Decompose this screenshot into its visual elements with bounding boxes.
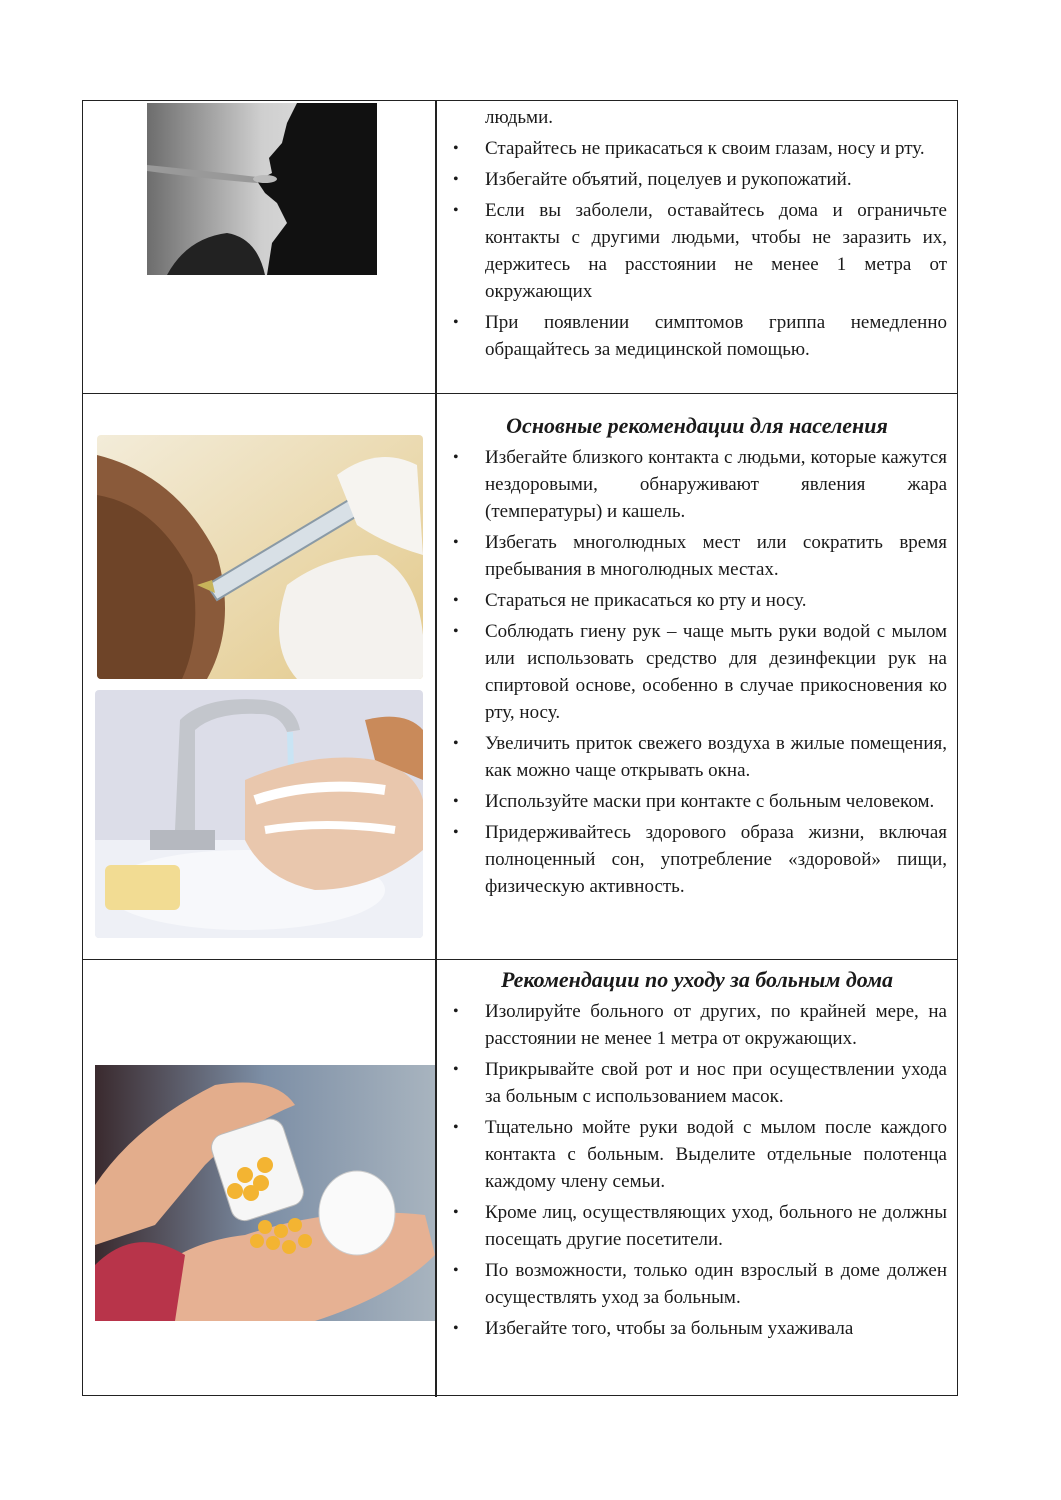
bullet-list	[447, 135, 947, 363]
section-heading: Основные рекомендации для населения	[506, 413, 888, 438]
list-item: • Избегайте объятий, поцелуев и рукопожатий.	[447, 166, 947, 193]
list-item: • Избегайте близкого контакта с людьми, которые кажутся нездоровыми, обнаруживают явления жара (температуры) и кашель.	[447, 444, 947, 525]
bullet-icon: •	[453, 824, 459, 842]
bullet-icon: •	[453, 534, 459, 552]
list-item: • Кроме лиц, осуществляющих уход, больного не должны посещать другие посетители.	[447, 1199, 947, 1253]
image-cell	[83, 960, 435, 1397]
list-item: • Придерживайтесь здорового образа жизни, включая полноценный сон, употребление «здоровой» пищи, физическую активность.	[447, 819, 947, 900]
list-item: • Стараться не прикасаться ко рту и носу.	[447, 587, 947, 614]
list-item: • Прикрывайте свой рот и нос при осуществлении ухода за больным с использованием масок.	[447, 1056, 947, 1110]
bullet-icon: •	[453, 449, 459, 467]
bullet-list	[447, 998, 947, 1342]
bullet-icon: •	[453, 1320, 459, 1338]
bullet-icon: •	[453, 171, 459, 188]
image-cell	[83, 101, 435, 393]
list-item: • Тщательно мойте руки водой с мылом после каждого контакта с больным. Выделите отдельные полотенца каждому члену семьи.	[447, 1114, 947, 1195]
photo-injection	[97, 435, 423, 679]
continued-text: людьми.	[485, 107, 553, 128]
list-item: • Избегать многолюдных мест или сократить время пребывания в многолюдных местах.	[447, 529, 947, 583]
image-cell	[83, 394, 435, 959]
bullet-icon: •	[453, 592, 459, 610]
bullet-icon: •	[453, 623, 459, 641]
text-cell	[437, 101, 957, 393]
photo-spoon-medicine	[147, 103, 377, 275]
list-item: • Если вы заболели, оставайтесь дома и ограничьте контакты с другими людьми, чтобы не заразить их, держитесь на расстоянии не менее 1 метра от окружающих	[447, 197, 947, 305]
bullet-icon: •	[453, 1003, 459, 1021]
table-row-2	[83, 394, 957, 960]
bullet-icon: •	[453, 1262, 459, 1280]
photo-pills	[95, 1065, 435, 1321]
bullet-icon: •	[453, 202, 459, 219]
list-item: • Изолируйте больного от других, по крайней мере, на расстоянии не менее 1 метра от окружающих.	[447, 998, 947, 1052]
text-cell	[437, 394, 957, 959]
bullet-list	[447, 444, 947, 900]
bullet-icon: •	[453, 314, 459, 331]
list-item: • Соблюдать гиену рук – чаще мыть руки водой с мылом или использовать средство для дезинфекции рук на спиртовой основе, особенно в случае прикосновения ко рту, носу.	[447, 618, 947, 726]
list-item: • По возможности, только один взрослый в доме должен осуществлять уход за больным.	[447, 1257, 947, 1311]
bullet-icon: •	[453, 140, 459, 157]
table-row-1	[83, 101, 957, 394]
bullet-icon: •	[453, 735, 459, 753]
bullet-icon: •	[453, 1119, 459, 1137]
recommendations-table	[82, 100, 958, 1396]
section-heading: Рекомендации по уходу за больным дома	[500, 967, 894, 992]
photo-hand-washing	[95, 690, 423, 938]
list-item: • Увеличить приток свежего воздуха в жилые помещения, как можно чаще открывать окна.	[447, 730, 947, 784]
bullet-icon: •	[453, 1204, 459, 1222]
list-item: • Используйте маски при контакте с больным человеком.	[447, 788, 947, 815]
list-item: • Старайтесь не прикасаться к своим глазам, носу и рту.	[447, 135, 947, 162]
bullet-icon: •	[453, 1061, 459, 1079]
bullet-icon: •	[453, 793, 459, 811]
list-item: • Избегайте того, чтобы за больным ухаживала	[447, 1315, 947, 1342]
list-item: • При появлении симптомов гриппа немедленно обращайтесь за медицинской помощью.	[447, 309, 947, 363]
table-row-3	[83, 960, 957, 1397]
text-cell	[437, 960, 957, 1397]
